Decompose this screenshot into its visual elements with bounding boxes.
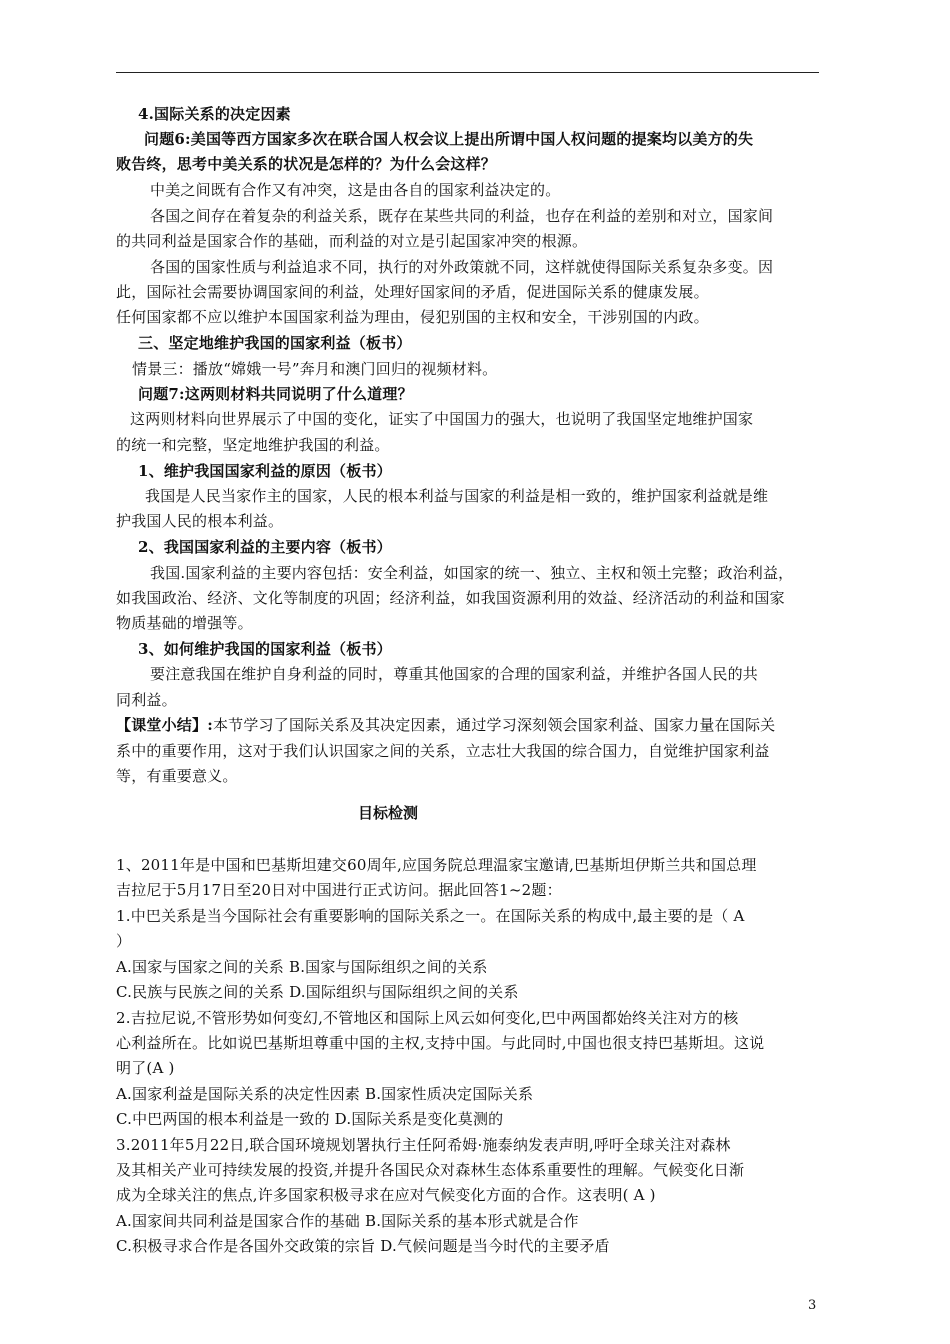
text-line: 3.2011年5月22日,联合国环境规划署执行主任阿希姆·施泰纳发表声明,呼吁全球关注对森林 (116, 1136, 731, 1154)
page-number: 3 (808, 1298, 817, 1313)
text-line: 同利益。 (116, 691, 177, 709)
text-line: 各国之间存在着复杂的利益关系，既存在某些共同的利益，也存在利益的差别和对立，国家间 (150, 207, 774, 225)
class-summary-label: 【课堂小结】: (116, 716, 213, 734)
text-line: 3、如何维护我国的国家利益（板书） (138, 640, 392, 658)
text-line: 要注意我国在维护自身利益的同时，尊重其他国家的合理的国家利益，并维护各国人民的共 (150, 665, 759, 683)
text-line: 明了(A ) (116, 1059, 175, 1077)
text-line: 各国的国家性质与利益追求不同，执行的对外政策就不同，这样就使得国际关系复杂多变。因 (150, 258, 774, 276)
text-line: 2、我国国家利益的主要内容（板书） (138, 538, 392, 556)
text-line: 1、2011年是中国和巴基斯坦建交60周年,应国务院总理温家宝邀请,巴基斯坦伊斯兰共和国总理 (116, 856, 757, 874)
text-line: 物质基础的增强等。 (116, 614, 253, 632)
text-line: 三、坚定地维护我国的国家利益（板书） (138, 334, 412, 352)
text-line: 心利益所在。比如说巴基斯坦尊重中国的主权,支持中国。与此同时,中国也很支持巴基斯坦。这说 (116, 1034, 765, 1052)
text-line: 吉拉尼于5月17日至20日对中国进行正式访问。据此回答1~2题： (116, 881, 562, 899)
text-line: 我国.国家利益的主要内容包括：安全利益，如国家的统一、独立、主权和领土完整；政治利益， (150, 564, 794, 582)
text-line: 4.国际关系的决定因素 (138, 105, 291, 123)
text-line: C.民族与民族之间的关系 D.国际组织与国际组织之间的关系 (116, 983, 519, 1001)
text-line: 2.吉拉尼说,不管形势如何变幻,不管地区和国际上风云如何变化,巴中两国都始终关注对方的核 (116, 1009, 739, 1027)
text-line: ） (116, 932, 132, 950)
text-line: A.国家利益是国际关系的决定性因素 B.国家性质决定国际关系 (116, 1085, 534, 1103)
class-summary-text: 本节学习了国际关系及其决定因素，通过学习深刻领会国家利益、国家力量在国际关 (212, 716, 776, 734)
text-line: 问题7:这两则材料共同说明了什么道理？ (138, 385, 413, 403)
text-line: A.国家间共同利益是国家合作的基础 B.国际关系的基本形式就是合作 (116, 1212, 579, 1230)
text-line: 等，有重要意义。 (116, 767, 238, 785)
text-line: 及其相关产业可持续发展的投资,并提升各国民众对森林生态体系重要性的理解。气候变化日渐 (116, 1161, 745, 1179)
section-title: 目标检测 (358, 804, 419, 822)
text-line: 问题6:美国等西方国家多次在联合国人权会议上提出所谓中国人权问题的提案均以美方的失 (144, 130, 754, 148)
text-line: 的统一和完整，坚定地维护我国的利益。 (116, 436, 390, 454)
text-line: 情景三：播放“嫦娥一号”奔月和澳门回归的视频材料。 (132, 360, 498, 378)
text-line: 此，国际社会需要协调国家间的利益，处理好国家间的矛盾，促进国际关系的健康发展。 (116, 283, 709, 301)
text-line: 这两则材料向世界展示了中国的变化，证实了中国国力的强大，也说明了我国坚定地维护国家 (130, 410, 754, 428)
text-line: 如我国政治、经济、文化等制度的巩固；经济利益，如我国资源利用的效益、经济活动的利益和国家 (116, 589, 785, 607)
header-rule (116, 72, 819, 73)
text-line: A.国家与国家之间的关系 B.国家与国际组织之间的关系 (116, 958, 488, 976)
text-line: 败告终，思考中美关系的状况是怎样的？为什么会这样？ (116, 155, 497, 173)
text-line: 1.中巴关系是当今国际社会有重要影响的国际关系之一。在国际关系的构成中,最主要的是（ A (116, 907, 745, 925)
text-line: 成为全球关注的焦点,许多国家积极寻求在应对气候变化方面的合作。这表明( A ) (116, 1186, 656, 1204)
text-line: 系中的重要作用，这对于我们认识国家之间的关系，立志壮大我国的综合国力，自觉维护国家利益 (116, 742, 770, 760)
text-line: 我国是人民当家作主的国家，人民的根本利益与国家的利益是相一致的，维护国家利益就是维 (145, 487, 769, 505)
text-line: 任何国家都不应以维护本国国家利益为理由，侵犯别国的主权和安全，干涉别国的内政。 (116, 308, 709, 326)
text-line: 的共同利益是国家合作的基础，而利益的对立是引起国家冲突的根源。 (116, 232, 588, 250)
text-line: 1、维护我国国家利益的原因（板书） (138, 462, 392, 480)
class-summary (116, 712, 775, 738)
text-line: C.积极寻求合作是各国外交政策的宗旨 D.气候问题是当今时代的主要矛盾 (116, 1237, 610, 1255)
text-line: 护我国人民的根本利益。 (116, 512, 284, 530)
text-line: 中美之间既有合作又有冲突，这是由各自的国家利益决定的。 (150, 181, 561, 199)
text-line: C.中巴两国的根本利益是一致的 D.国际关系是变化莫测的 (116, 1110, 504, 1128)
